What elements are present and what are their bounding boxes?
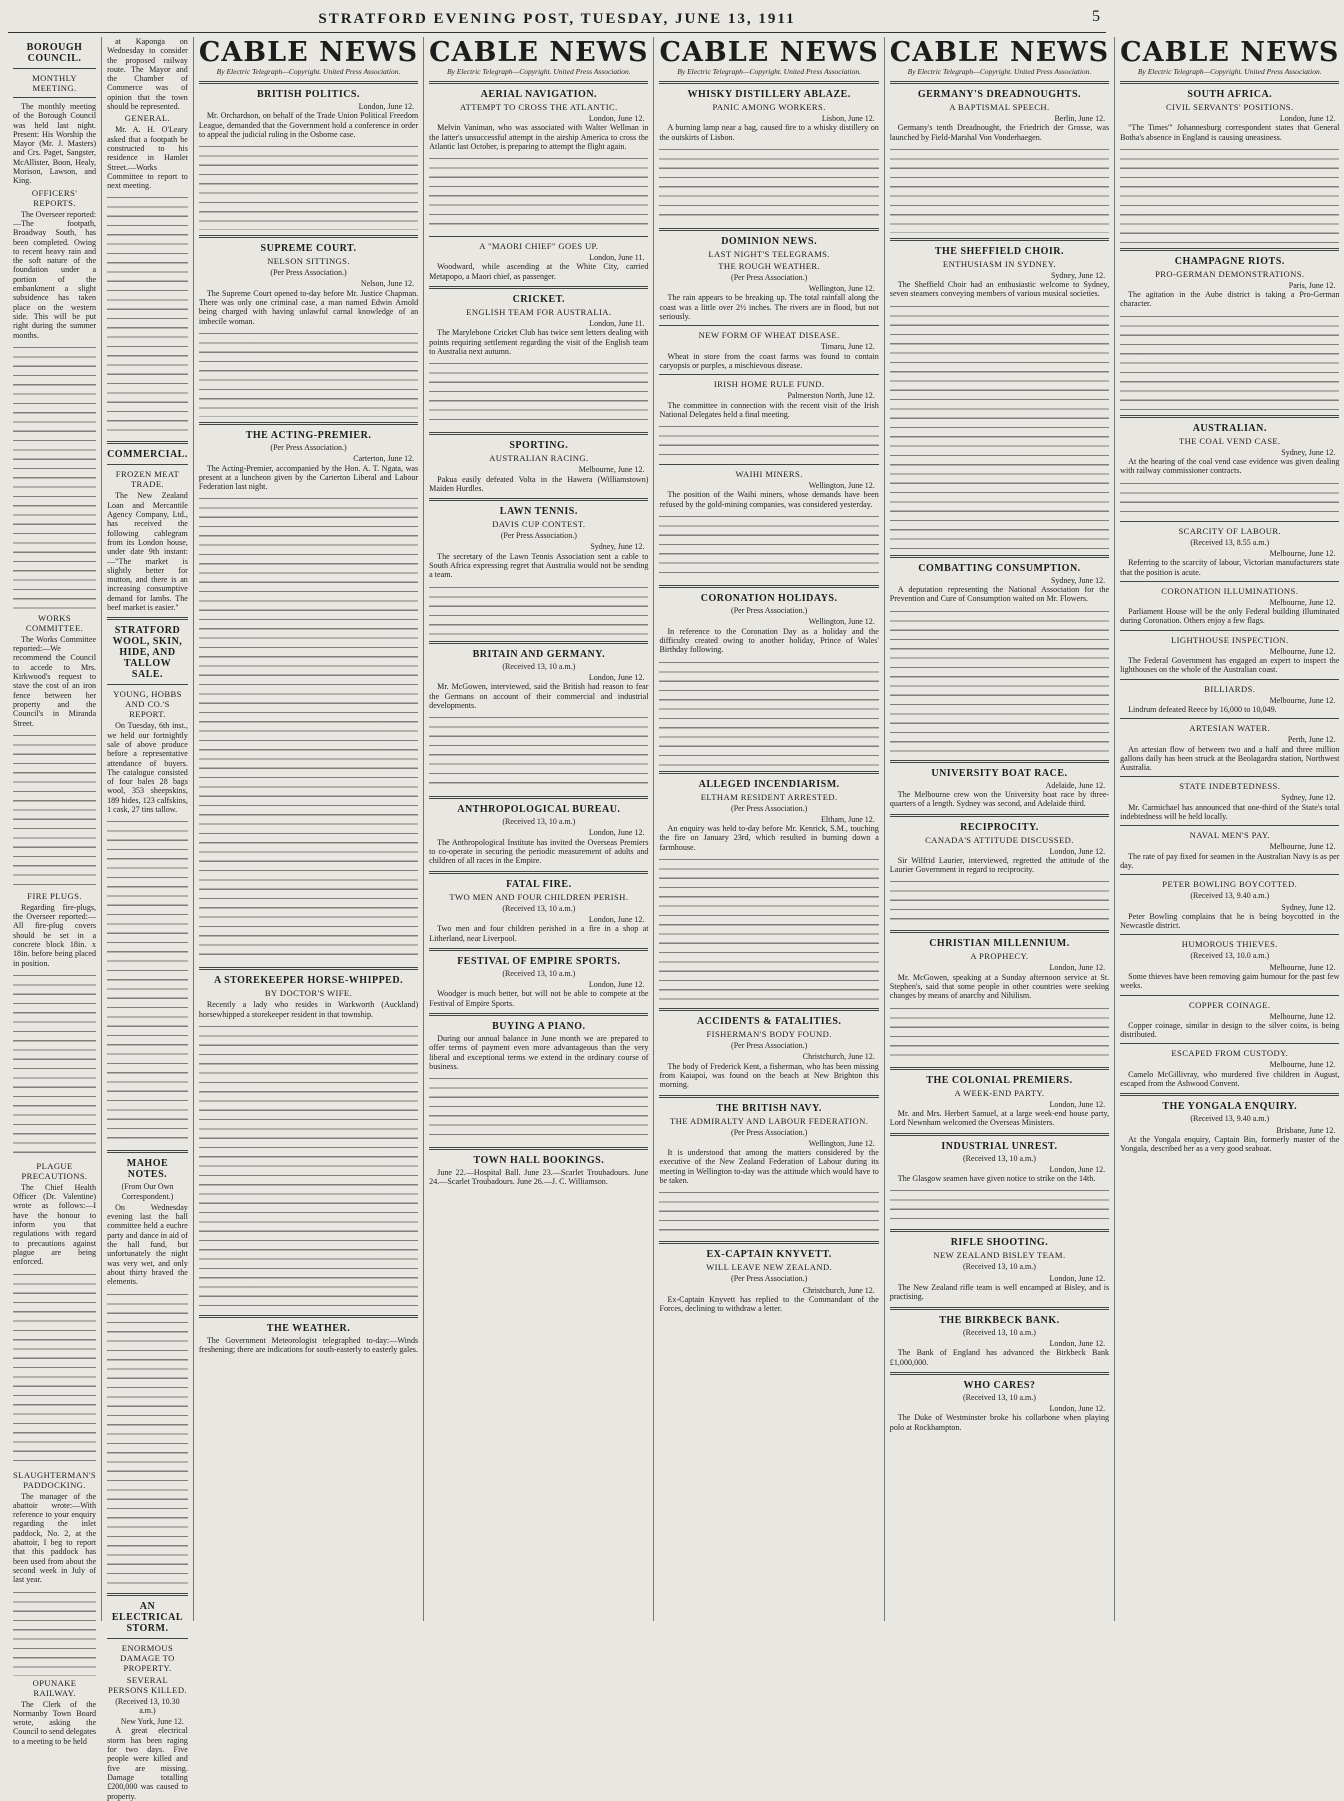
text-block [429,711,648,791]
text-block [429,357,648,427]
article-heading: THE SHEFFIELD CHOIR. [934,245,1065,257]
article-text: The body of Frederick Kent, a fisherman, who has been missing from Kaiapoi, was found on the beach at New Brighton this morning. [659,1061,879,1090]
article-subheading: PANIC AMONG WORKERS. [712,102,826,112]
article-text: The Overseer reported:—The footpath, Broadway South, has been completed. Owing to recent heavy rain and the soft nature of the foundation under a portion of the embankment a slight subsidence has taken place on the western side. This will be put right during the summer months. [13,209,97,340]
article-text: The Government Meteorologist telegraphed to-day:—Winds freshening; there are indications for south-easterly to easterly gales. [198,1336,419,1355]
column-2 [102,37,194,1801]
article-text: Mr. Orchardson, on behalf of the Trade Union Political Freedom League, demanded that the Government hold a conference in order to appeal the judicial ruling in the Osborne case. [198,111,419,139]
dateline: Sydney, June 12. [1281,902,1336,912]
article-text: The Acting-Premier, accompanied by the Hon. A. T. Ngata, was present at a luncheon given by the Carterton Liberal and Labour Federation last night. [198,463,419,492]
article-subheading: NAVAL MEN'S PAY. [1189,830,1270,841]
article-heading: SOUTH AFRICA. [1187,89,1273,100]
section-subheading: PLAGUE PRECAUTIONS. [21,1160,88,1181]
article-text: at Kaponga on Wednesday to consider the proposed railway route. The Mayor and the Chamber of Commerce was of opinion that the town should be represented. [107,37,188,112]
article-subheading: ELTHAM RESIDENT ARRESTED. [700,791,838,802]
article-text: The New Zealand Loan and Mercantile Agency Company, Ltd., has received the following cablegram from its London house, under date 9th instant:—"The market is slightly better for mutton, and there is an increasing consumptive demand for lambs. The beef market is easier." [107,491,188,613]
article-text: The committee in connection with the recent visit of the Irish National Delegates held a final meeting. [659,400,879,419]
dateline: Lisbon, June 12. [821,114,875,123]
article-credit: (Per Press Association.) [731,606,808,616]
article-heading: UNIVERSITY BOAT RACE. [931,767,1068,779]
dateline: Sydney, June 12. [1281,447,1336,457]
article-subheading: ENTHUSIASM IN SYDNEY. [942,258,1056,269]
article-text: Referring to the scarcity of labour, Victorian manufacturers state that the position is acute. [1120,558,1340,577]
article-subheading: A WEEK-END PARTY. [954,1087,1045,1098]
dateline: Christchurch, June 12. [802,1285,875,1295]
dateline: London, June 11. [589,253,645,263]
section-subheading: FIRE PLUGS. [27,890,82,901]
article-heading: THE WEATHER. [266,1323,351,1335]
article-credit: (Received 13, 9.40 a.m.) [1190,891,1270,901]
article-heading: BUYING A PIANO. [492,1020,586,1032]
dateline: Perth, June 12. [1287,735,1336,745]
section-subheading: SLAUGHTERMAN'S PADDOCKING. [13,1469,97,1490]
masthead [8,6,1106,33]
text-block [659,1186,878,1236]
article-heading: ACCIDENTS & FATALITIES. [696,1016,842,1028]
dateline: London, June 12. [1049,846,1106,856]
article-text: Lindrum defeated Reece by 16,000 to 10,049. [1128,704,1277,714]
article-text: Mr. and Mrs. Herbert Samuel, at a large week-end house party, Lord Newnham welcomed the Overseas Ministers. [889,1108,1110,1128]
cable-news-banner: CABLE NEWS [198,37,419,68]
article-credit: (Received 13, 10 a.m.) [502,903,576,913]
dateline: London, June 12. [588,672,645,682]
article-credit: (Per Press Association.) [731,1127,808,1137]
section-subheading: WORKS COMMITTEE. [25,612,84,633]
article-text: Melvin Vaniman, who was associated with Walter Wellman in the latter's unsuccessful attempt in the airship America to cross the Atlantic last October, is preparing to attempt the flight again. [429,123,649,151]
article-text: At the Yongala enquiry, Captain Bin, formerly master of the Yongala, described her as a very good seaboat. [1120,1134,1340,1154]
dateline: Wellington, June 12. [808,481,875,491]
columns [8,37,1340,1801]
article-credit: (Received 13, 10 a.m.) [963,1262,1036,1272]
text-block [890,143,1109,233]
article-subheading: NEW FORM OF WHEAT DISEASE. [698,330,840,341]
article-credit: (Received 13, 10.0 a.m.) [1190,951,1270,961]
article-subheading: A "MAORI CHIEF" GOES UP. [479,241,599,252]
section-subheading: OFFICERS' REPORTS. [31,187,78,208]
text-block [13,341,96,611]
article-text: A great electrical storm has been raging for two days. Five people were killed and five are missing. Damage totalling £200,000 was caused to property. [107,1726,188,1801]
column-4 [424,37,654,1621]
article-heading: CRICKET. [512,294,566,306]
article-subheading: ENORMOUS DAMAGE TO PROPERTY. [120,1642,175,1673]
article-subheading: DAVIS CUP CONTEST. [492,519,586,530]
dateline: London, June 12. [588,828,645,838]
article-subheading: A BAPTISMAL SPEECH. [949,102,1050,112]
article-credit: (Received 13, 10 a.m.) [963,1327,1036,1337]
column-6 [885,37,1115,1621]
article-text: The Bank of England has advanced the Birkbeck Bank £1,000,000. [889,1348,1110,1367]
article-text: "The Times'" Johannesburg correspondent states that General Botha's absence in England is causing uneasiness. [1120,123,1340,142]
article-heading: COMBATTING CONSUMPTION. [918,562,1081,574]
article-text: Mr. A. H. O'Leary asked that a footpath be constructed to his residence in Hamlet Street.—Works Committee to report to next meeting. [107,125,188,191]
article-subheading: ATTEMPT TO CROSS THE ATLANTIC. [459,102,618,112]
article-heading: AERIAL NAVIGATION. [480,89,598,100]
article-text: Mr. McGowen, interviewed, said the British had reason to fear the Germans on account of their commercial and industrial developments. [429,682,649,710]
article-heading: BRITISH POLITICS. [257,89,360,100]
article-text: On Wednesday evening last the hall committee held a euchre party and dance in aid of the hall fund, but unfortunately the night was very wet, and only about thirty braved the elements. [107,1202,188,1287]
article-subheading: IRISH HOME RULE FUND. [713,379,825,390]
article-text: Germany's tenth Dreadnought, the Friedrich der Grosse, was launched by Field-Marshal Von Vonderhaegen. [889,123,1110,142]
article-subheading: NEW ZEALAND BISLEY TEAM. [933,1250,1066,1261]
dateline: Berlin, June 12. [1054,114,1106,123]
text-block [107,191,188,436]
dateline: Wellington, June 12. [808,617,875,627]
article-subheading: STATE INDEBTEDNESS. [1179,781,1281,792]
article-subheading: FISHERMAN'S BODY FOUND. [706,1029,832,1040]
text-block [199,327,418,417]
text-block [659,510,878,580]
article-credit: (From Our Own Correspondent.) [121,1182,174,1201]
article-heading: SPORTING. [509,440,569,452]
article-text: Mr. McGowen, speaking at a Sunday afternoon service at St. Stephen's, said that some people in other countries were seeking changes by means of anarchy and Nihilism. [889,972,1110,1001]
article-subheading: LIGHTHOUSE INSPECTION. [1170,634,1289,645]
article-text: An artesian flow of between two and a half and three million gallons daily has been struck at the Beolagardra station, Northwest Australia. [1120,744,1340,773]
article-text: June 22.—Hospital Ball. June 23.—Scarlet Troubadours. June 24.—Scarlet Troubadours. June 26.—J. C. Williamson. [429,1168,649,1187]
article-text: The manager of the abattoir wrote:—With reference to your enquiry regarding the inlet paddock, No. 2, at the abattoir, I beg to report that this paddock has been used from about the second week in July of last year. [13,1491,97,1585]
cable-news-banner: CABLE NEWS [429,37,649,68]
column-3 [194,37,424,1621]
article-text: Some thieves have been removing gaim humour for the past few weeks. [1120,971,1340,991]
article-credit: (Received 13, 10 a.m.) [502,968,576,978]
article-heading: COMMERCIAL. [107,449,188,461]
dateline: Carterton, June 12. [353,454,415,464]
article-heading: THE ACTING-PREMIER. [245,429,372,441]
article-text: A burning lamp near a bag, caused fire to a whisky distillery on the outskirts of Lisbon. [659,123,879,142]
dateline: Brisbane, June 12. [1276,1125,1336,1135]
article-heading: THE BIRKBECK BANK. [939,1314,1060,1326]
article-heading: INDUSTRIAL UNREST. [941,1140,1058,1152]
article-text: The Federal Government has engaged an expert to inspect the lighthouses on the whole of the Australian coast. [1120,656,1340,675]
byline: By Electric Telegraph—Copyright. United Press Association. [216,67,401,76]
article-credit: (Per Press Association.) [270,442,347,452]
byline: By Electric Telegraph—Copyright. United Press Association. [1137,67,1322,76]
column-5 [654,37,884,1621]
text-block [890,1002,1109,1062]
article-subheading: CIVIL SERVANTS' POSITIONS. [1166,102,1294,112]
article-heading: FESTIVAL OF EMPIRE SPORTS. [457,955,621,967]
dateline: London, June 12. [1049,963,1106,973]
article-heading: DOMINION NEWS. [721,235,818,247]
article-subheading: TWO MEN AND FOUR CHILDREN PERISH. [449,891,629,902]
article-subheading: AUSTRALIAN RACING. [489,453,589,464]
article-subheading: A PROPHECY. [970,951,1029,962]
page-number: 5 [1092,8,1100,25]
article-heading: CHAMPAGNE RIOTS. [1174,255,1285,267]
text-block [13,729,96,889]
dateline: Sydney, June 12. [1281,793,1336,803]
cable-news-banner: CABLE NEWS [659,37,879,68]
article-subheading: ARTESIAN WATER. [1189,723,1271,734]
article-heading: BRITAIN AND GERMANY. [472,648,606,660]
article-text: Copper coinage, similar in design to the silver coins, is being distributed. [1120,1020,1340,1040]
dateline: Adelaide, June 12. [1045,780,1106,790]
article-text: Woodward, while ascending at the White City, carried Metapopo, a Maori chief, as passenger. [429,262,649,281]
article-text: On Tuesday, 6th inst., we held our fortnightly sale of above produce before a representative attendance of buyers. The catalogue consisted of four bales 28 bags wool, 353 sheepskins, 189 hides, 123 calfskins, 1 cask, 27 tins tallow. [107,721,188,814]
article-text: Parliament House will be the only Federal building illuminated during Coronation. Others enjoy a few flags. [1120,607,1340,626]
article-heading: WHISKY DISTILLERY ABLAZE. [687,89,851,100]
article-text: Two men and four children perished in a fire in a shop at Litherland, near Liverpool. [429,924,649,943]
article-credit: (Received 13, 9.40 a.m.) [1190,1114,1270,1124]
article-heading: ALLEGED INCENDIARISM. [698,778,840,790]
article-text: The Sheffield Choir had an enthusiastic welcome to Sydney, seven steamers conveying members of various musical societies. [889,280,1110,299]
article-credit: (Received 13, 10 a.m.) [963,1153,1036,1163]
article-credit: (Per Press Association.) [731,1041,808,1051]
article-heading: CHRISTIAN MILLENNIUM. [929,938,1070,950]
text-block [659,420,878,460]
article-subheading: COPPER COINAGE. [1189,999,1271,1010]
article-text: The New Zealand rifle team is well encamped at Bisley, and is practising. [889,1283,1110,1302]
article-heading: BOROUGH COUNCIL. [26,42,83,64]
text-block [659,656,878,766]
article-text: Mr. Carmichael has announced that one-third of the State's total indebtedness will be held locally. [1120,802,1340,822]
column-7 [1115,37,1344,1621]
text-block [13,969,96,1159]
dateline: Melbourne, June 12. [1269,646,1336,656]
article-heading: TOWN HALL BOOKINGS. [473,1155,605,1167]
article-text: The Melbourne crew won the University boat race by three-quarters of a length. Sydney was second, and Adelaide third. [889,789,1110,809]
article-heading: ANTHROPOLOGICAL BUREAU. [457,804,621,816]
article-text: A deputation representing the National Association for the Prevention and Cure of Consumption waited on Mr. Flowers. [889,585,1110,604]
article-subheading: PETER BOWLING BOYCOTTED. [1162,879,1298,890]
article-text: Wheat in store from the coast farms was found to contain caryopsis or purples, a mischievous disease. [659,351,879,370]
dateline: Sydney, June 12. [590,542,645,552]
dateline: London, June 12. [588,114,645,123]
article-text: Peter Bowling complains that he is being boycotted in the Newcastle district. [1120,911,1340,931]
article-text: The Works Committee reported:—We recommend the Council to accede to Mrs. Kirkwood's request to stave the cost of an iron fence between her property and the Council's in Miranda Street. [13,634,97,728]
article-text: Sir Wilfrid Laurier, interviewed, regretted the attitude of the Laurier Government in regard to reciprocity. [889,855,1110,875]
article-subheading: THE ADMIRALTY AND LABOUR FEDERATION. [669,1115,869,1126]
article-subheading: SCARCITY OF LABOUR. [1178,525,1282,536]
article-subheading: LAST NIGHT'S TELEGRAMS. [708,248,830,259]
text-block [107,815,188,1145]
article-heading: MAHOE NOTES. [126,1158,169,1181]
byline: By Electric Telegraph—Copyright. United Press Association. [446,67,631,76]
dateline: Melbourne, June 12. [1269,842,1336,852]
text-block [1120,477,1339,517]
dateline: Wellington, June 12. [808,1138,875,1148]
dateline: Eltham, June 12. [821,814,875,824]
column-1 [8,37,102,1746]
dateline: Timaru, June 12. [820,342,875,352]
article-heading: RECIPROCITY. [960,821,1039,833]
article-heading: LAWN TENNIS. [499,506,578,518]
dateline: London, June 12. [588,914,645,924]
article-text: The Duke of Westminster broke his collarbone when playing polo at Rockhampton. [889,1413,1110,1432]
article-subheading: BY DOCTOR'S WIFE. [264,988,353,999]
article-heading: A STOREKEEPER HORSE-WHIPPED. [213,975,404,987]
dateline: Sydney, June 12. [1050,575,1106,585]
article-subheading: BILLIARDS. [1204,683,1256,694]
article-text: The monthly meeting of the Borough Council was held last night. Present: His Worship the Mayor (Mr. J. Masters) and Crs. Paget, Sangster, McAllister, Boon, Healy, Morison, Lawson, and King. [13,102,97,186]
dateline: London, June 12. [1049,1164,1106,1174]
article-text: Camelo McGillivray, who murdered five children in August, escaped from the Ashwood Convent. [1120,1069,1340,1089]
article-heading: THE COLONIAL PREMIERS. [926,1074,1073,1086]
article-credit: (Received 13, 10 a.m.) [502,817,576,827]
article-text: The rate of pay fixed for seamen in the Australian Navy is as per day. [1120,851,1340,870]
article-credit: (Per Press Association.) [731,272,808,282]
dateline: Melbourne, June 12. [1269,1011,1336,1021]
article-heading: RIFLE SHOOTING. [950,1237,1049,1249]
article-subheading: CORONATION ILLUMINATIONS. [1161,585,1299,596]
article-heading: GERMANY'S DREADNOUGHTS. [917,89,1082,100]
article-subheading: CANADA'S ATTITUDE DISCUSSED. [925,834,1074,845]
article-text: The Supreme Court opened to-day before Mr. Justice Chapman. There was only one criminal case, a man named Edwin Arnold being charged with having unlawful carnal knowledge of an imbecile woman. [198,288,419,326]
text-block [429,581,648,636]
article-heading: AN ELECTRICAL STORM. [111,1600,184,1634]
text-block [107,1288,188,1588]
dateline: London, June 12. [358,102,415,111]
article-subheading: MONTHLY MEETING. [32,73,77,93]
article-text: The Anthropological Institute has invited the Overseas Premiers to co-operate in securing the periodic measurement of adults and children of all races in the Empire. [429,837,649,866]
article-text: The Clerk of the Normanby Town Board wrote, asking the Council to send delegates to a meeting to be held [13,1699,97,1746]
article-credit: (Received 13, 10 a.m.) [963,1392,1036,1402]
dateline: Paris, June 12. [1288,280,1336,290]
cable-news-banner: CABLE NEWS [1120,37,1340,68]
article-subheading: PRO-GERMAN DEMONSTRATIONS. [1155,268,1305,279]
dateline: New York, June 12. [120,1717,184,1727]
dateline: Melbourne, June 12. [1269,1060,1336,1070]
article-subheading: ENGLISH TEAM FOR AUSTRALIA. [466,307,612,318]
article-text: Ex-Captain Knyvett has replied to the Commandant of the Forces, declining to withdraw a letter. [659,1294,879,1314]
text-block [13,1586,96,1676]
article-heading: WHO CARES? [963,1379,1036,1391]
dateline: Palmerston North, June 12. [787,391,875,401]
dateline: London, June 12. [588,980,645,990]
article-text: The Chief Health Officer (Dr. Valentine) wrote as follows:—I have the honour to inform you that regulations with regard to precautions against plague are being enforced. [13,1182,97,1267]
article-heading: THE BRITISH NAVY. [716,1102,822,1114]
dateline: Melbourne, June 12. [1269,695,1336,705]
article-heading: EX-CAPTAIN KNYVETT. [706,1249,832,1261]
article-heading: CORONATION HOLIDAYS. [700,593,838,605]
article-text: Woodger is much better, but will not be able to compete at the Festival of Empire Sports. [429,989,649,1008]
article-subheading: ESCAPED FROM CUSTODY. [1171,1048,1289,1059]
article-subheading: NELSON SITTINGS. [267,256,350,267]
article-credit: (Per Press Association.) [731,1274,808,1284]
text-block [659,853,878,1003]
article-credit: (Received 13, 8.55 a.m.) [1190,537,1270,547]
article-subheading: FROZEN MEAT TRADE. [115,469,180,490]
text-block [199,1020,418,1310]
dateline: Melbourne, June 12. [1269,597,1336,607]
article-subheading: HUMOROUS THIEVES. [1181,939,1278,950]
dateline: London, June 12. [1049,1338,1106,1348]
article-text: The Glasgow seamen have given notice to strike on the 14th. [897,1174,1096,1184]
dateline: Christchurch, June 12. [802,1052,875,1062]
text-block [13,1268,96,1468]
article-text: At the hearing of the coal vend case evidence was given dealing with railway commissioner contracts. [1120,457,1340,476]
text-block [199,492,418,962]
article-heading: SUPREME COURT. [260,243,357,255]
masthead-title: STRATFORD EVENING POST, TUESDAY, JUNE 13, 1911 [318,10,796,27]
text-block [890,1184,1109,1224]
text-block [429,1072,648,1142]
text-block [890,300,1109,550]
article-subheading: SEVERAL PERSONS KILLED. [107,1674,187,1695]
article-text: Regarding fire-plugs, the Overseer reported:—All fire-plug covers should be set in a concrete block 18in. x 18in. before being placed in position. [13,902,97,968]
dateline: London, June 11. [589,319,645,329]
dateline: Wellington, June 12. [808,284,875,294]
article-credit: (Per Press Association.) [500,531,577,541]
text-block [429,152,648,232]
text-block [1120,310,1339,410]
byline: By Electric Telegraph—Copyright. United Press Association. [907,67,1092,76]
article-heading: STRATFORD WOOL, SKIN, HIDE, AND TALLOW SALE. [112,625,183,681]
dateline: Melbourne, June 12. [1269,548,1336,558]
article-text: The rain appears to be breaking up. The total rainfall along the coast was a little over 2½ inches. The rivers are in flood, but not seriously. [659,293,879,322]
section-subheading: GENERAL. [124,113,171,124]
article-text: The secretary of the Lawn Tennis Association sent a cable to South Africa expressing regret that Australia would not be sending a team. [429,551,649,580]
text-block [199,140,418,230]
dateline: London, June 12. [1049,1273,1106,1283]
article-heading: THE YONGALA ENQUIRY. [1162,1101,1298,1113]
dateline: London, June 12. [1279,114,1336,123]
article-text: It is understood that among the matters considered by the executive of the New Zealand Federation of Labour during its meeting in Wellington to-day was the attitude which would have to be taken. [659,1148,879,1185]
article-subheading: YOUNG, HOBBS AND CO.'S REPORT. [113,689,182,720]
article-subheading: WAIHI MINERS. [735,469,803,480]
cable-news-banner: CABLE NEWS [889,37,1110,68]
article-credit: (Received 13, 10 a.m.) [502,661,576,671]
dateline: Sydney, June 12. [1050,270,1106,280]
section-subheading: OPUNAKE RAILWAY. [32,1677,77,1698]
dateline: London, June 12. [1049,1099,1106,1109]
article-subheading: THE COAL VEND CASE. [1178,435,1281,446]
article-subheading: WILL LEAVE NEW ZEALAND. [706,1262,833,1273]
byline: By Electric Telegraph—Copyright. United Press Association. [677,67,861,76]
article-text: The agitation in the Aube district is taking a Pro-German character. [1120,290,1340,309]
text-block [890,605,1109,755]
dateline: London, June 12. [1049,1404,1106,1414]
article-text: Pakua easily defeated Volta in the Hawera (Williamstown) Maiden Hurdles. [429,474,649,493]
dateline: Melbourne, June 12. [1269,962,1336,972]
dateline: Melbourne, June 12. [578,465,645,475]
dateline: Nelson, June 12. [360,279,415,289]
text-block [1120,143,1339,243]
article-heading: FATAL FIRE. [506,878,572,890]
article-text: During our annual balance in June month we are prepared to offer terms of payment even more advantageous than the very liberal and exceptional terms we extend in the ordinary course of business. [429,1033,649,1071]
text-block [659,143,878,223]
article-text: Recently a lady who resides in Warkworth (Auckland) horsewhipped a storekeeper resident in that township. [198,1000,419,1019]
article-text: An enquiry was held to-day before Mr. Kenrick, S.M., touching the fire on January 23rd, which resulted in burning down a farmhouse. [659,824,879,852]
article-text: The Marylebone Cricket Club has twice sent letters dealing with points requiring settlement regarding the visit of the English team to Australia next autumn. [429,328,649,356]
article-credit: (Per Press Association.) [731,803,808,813]
article-credit: (Per Press Association.) [270,268,347,278]
article-text: In reference to the Coronation Day as a holiday and the difficulty created owing to another holiday, Prince of Wales' Birthday following. [659,626,879,655]
text-block [890,875,1109,925]
article-heading: AUSTRALIAN. [1192,422,1267,434]
article-text: The position of the Waihi miners, whose demands have been refused by the gold-mining companies, was considered yesterday. [659,490,879,509]
article-subheading: THE ROUGH WEATHER. [718,260,821,271]
article-credit: (Received 13, 10.30 a.m.) [115,1696,180,1715]
